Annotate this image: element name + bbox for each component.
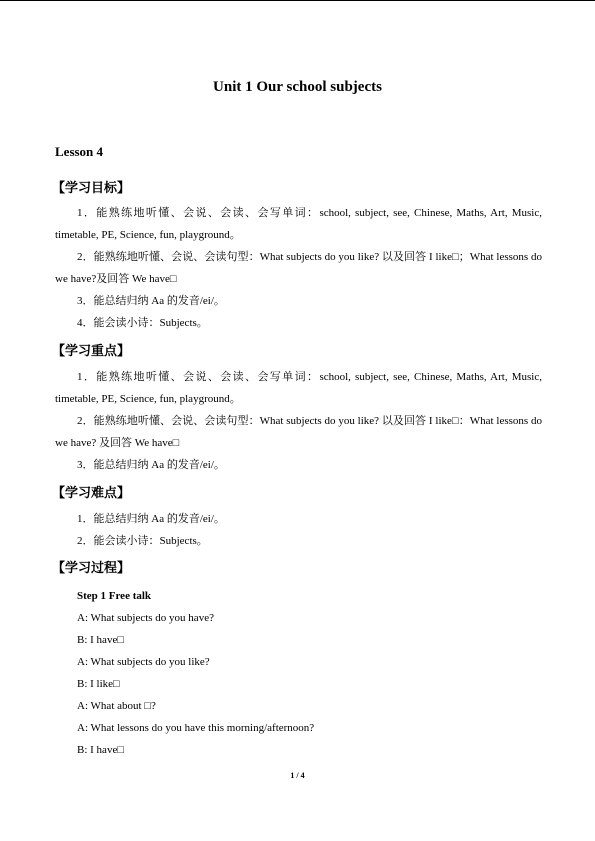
process-heading: 【学习过程】	[52, 561, 131, 576]
key-points-item-3: 3．能总结归纳 Aa 的发音/ei/。	[77, 459, 225, 471]
goals-item-3: 3．能总结归纳 Aa 的发音/ei/。	[77, 295, 225, 307]
page-number: 1 / 4	[290, 771, 305, 780]
key-points-item-1: 1．能熟练地听懂、会说、会读、会写单词：school, subject, see, Chinese, Maths, Art, Music, timetable, PE, Science, fun, playground。	[55, 371, 542, 405]
goals-item-1: 1．能熟练地听懂、会说、会读、会写单词：school, subject, see, Chinese, Maths, Art, Music, timetable, PE, Science, fun, playground。	[55, 207, 542, 241]
goals-item-4: 4．能会读小诗：Subjects。	[77, 317, 208, 329]
dialogue-line-2: B: I have□	[77, 634, 124, 646]
dialogue-line-6: A: What lessons do you have this morning/afternoon?	[77, 722, 315, 734]
goals-heading: 【学习目标】	[52, 181, 131, 196]
difficulties-item-2: 2．能会读小诗：Subjects。	[77, 535, 208, 547]
key-points-item-2: 2．能熟练地听懂、会说、会读句型：What subjects do you like? 以及回答 I like□：What lessons do we have? 及回答 We have□	[55, 415, 542, 449]
dialogue-line-7: B: I have□	[77, 744, 124, 756]
dialogue-line-5: A: What about □?	[77, 700, 156, 712]
lesson-label: Lesson 4	[55, 144, 104, 159]
dialogue-line-1: A: What subjects do you have?	[77, 612, 214, 624]
difficulties-heading: 【学习难点】	[52, 486, 131, 501]
dialogue-line-3: A: What subjects do you like?	[77, 656, 210, 668]
key-points-heading: 【学习重点】	[52, 344, 131, 359]
document-title: Unit 1 Our school subjects	[213, 79, 382, 95]
dialogue-line-4: B: I like□	[77, 678, 120, 690]
page-top-rule	[0, 0, 595, 1]
difficulties-item-1: 1．能总结归纳 Aa 的发音/ei/。	[77, 513, 225, 525]
goals-item-2: 2．能熟练地听懂、会说、会读句型：What subjects do you like? 以及回答 I like□；What lessons do we have?及回答 We have□	[55, 251, 542, 285]
step-title: Step 1 Free talk	[77, 590, 152, 602]
